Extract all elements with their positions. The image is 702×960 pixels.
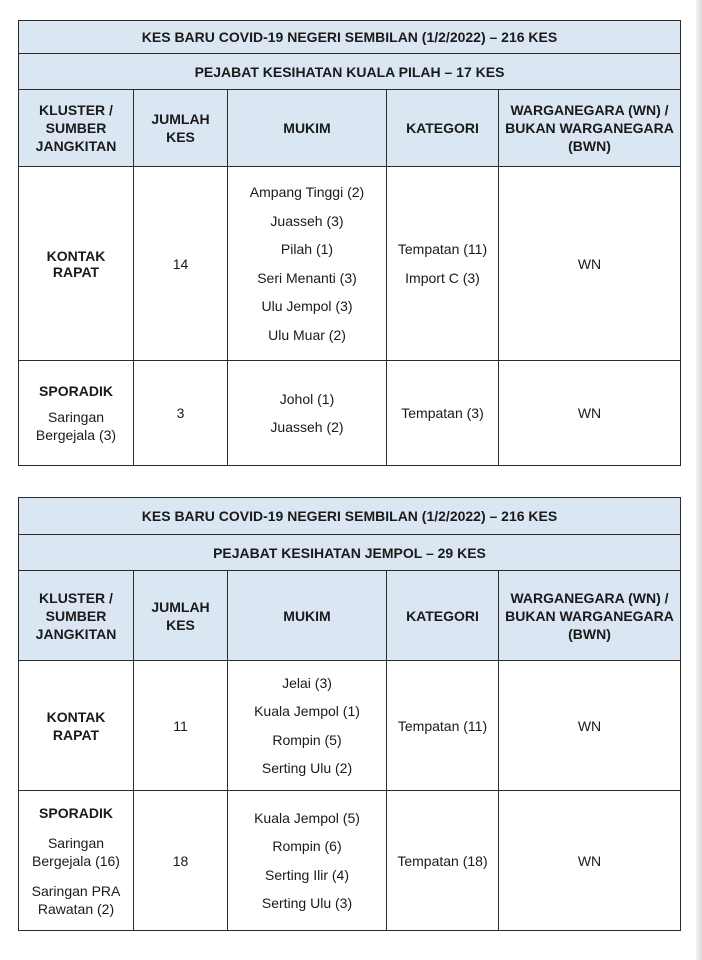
table-subtitle: PEJABAT KESIHATAN JEMPOL – 29 KES [19,535,681,571]
kategori-item: Tempatan (18) [397,852,488,869]
table-subtitle-row [19,54,681,90]
mukim-item: Johol (1) [279,390,335,407]
table-row [19,361,681,466]
mukim-cell [228,361,387,466]
cluster-label: KONTAK RAPAT [46,247,106,280]
wn-cell: WN [499,791,681,931]
col-header-kategori: KATEGORI [387,90,499,167]
kategori-item: Tempatan (3) [401,404,484,421]
col-header-mukim: MUKIM [228,571,387,661]
cluster-cell [19,361,134,466]
cluster-label: KONTAK RAPAT [46,708,106,743]
cluster-label: SPORADIK [39,804,113,821]
col-header-count: JUMLAH KES [134,571,228,661]
col-header-kategori: KATEGORI [387,571,499,661]
table-row [19,661,681,791]
mukim-cell [228,661,387,791]
table-row [19,791,681,931]
wn-cell: WN [499,167,681,361]
cluster-cell [19,661,134,791]
cluster-label: SPORADIK [39,383,113,399]
cluster-note: Saringan PRA Rawatan (2) [31,882,121,917]
count-cell: 14 [134,167,228,361]
table-subtitle: PEJABAT KESIHATAN KUALA PILAH – 17 KES [19,54,681,90]
col-header-cluster: KLUSTER / SUMBER JANGKITAN [19,571,134,661]
mukim-item: Serting Ulu (2) [261,760,353,776]
table-title: KES BARU COVID-19 NEGERI SEMBILAN (1/2/2022) – 216 KES [19,21,681,54]
count-cell: 3 [134,361,228,466]
table-title: KES BARU COVID-19 NEGERI SEMBILAN (1/2/2022) – 216 KES [19,498,681,535]
mukim-item: Jelai (3) [282,674,332,691]
mukim-cell [228,167,387,361]
kategori-item: Tempatan (11) [397,241,488,257]
mukim-item: Juasseh (3) [270,212,344,229]
jempol-table [18,497,681,931]
cluster-cell [19,167,134,361]
kategori-item: Tempatan (11) [397,717,488,734]
kategori-cell [387,791,499,931]
cluster-cell [19,791,134,931]
mukim-item: Pilah (1) [280,241,334,257]
count-cell: 18 [134,791,228,931]
column-header-row [19,571,681,661]
mukim-item: Ulu Muar (2) [268,326,346,343]
col-header-wn: WARGANEGARA (WN) / BUKAN WARGANEGARA (BWN) [499,571,681,661]
mukim-item: Kuala Jempol (1) [254,703,360,719]
table-subtitle-row [19,535,681,571]
cluster-note: Saringan Bergejala (16) [32,834,120,869]
kategori-item: Import C (3) [405,269,480,286]
mukim-item: Seri Menanti (3) [257,269,357,286]
page-edge [696,0,702,960]
mukim-item: Ampang Tinggi (2) [249,184,365,200]
table-title-row [19,498,681,535]
kategori-cell [387,361,499,466]
count-cell: 11 [134,661,228,791]
kategori-cell [387,661,499,791]
column-header-row [19,90,681,167]
table-row [19,167,681,361]
cluster-note: Saringan Bergejala (3) [35,409,117,443]
mukim-item: Rompin (6) [272,838,342,854]
kategori-cell [387,167,499,361]
col-header-mukim: MUKIM [228,90,387,167]
mukim-item: Juasseh (2) [270,419,344,435]
col-header-count: JUMLAH KES [134,90,228,167]
mukim-item: Ulu Jempol (3) [261,298,353,314]
mukim-item: Rompin (5) [272,731,342,748]
col-header-wn: WARGANEGARA (WN) / BUKAN WARGANEGARA (BWN) [499,90,681,167]
kuala-pilah-table [18,20,681,466]
wn-cell: WN [499,361,681,466]
wn-cell: WN [499,661,681,791]
table-title-row [19,21,681,54]
mukim-item: Kuala Jempol (5) [254,809,360,826]
mukim-cell [228,791,387,931]
col-header-cluster: KLUSTER / SUMBER JANGKITAN [19,90,134,167]
mukim-item: Serting Ilir (4) [264,866,350,883]
mukim-item: Serting Ulu (3) [261,895,353,911]
